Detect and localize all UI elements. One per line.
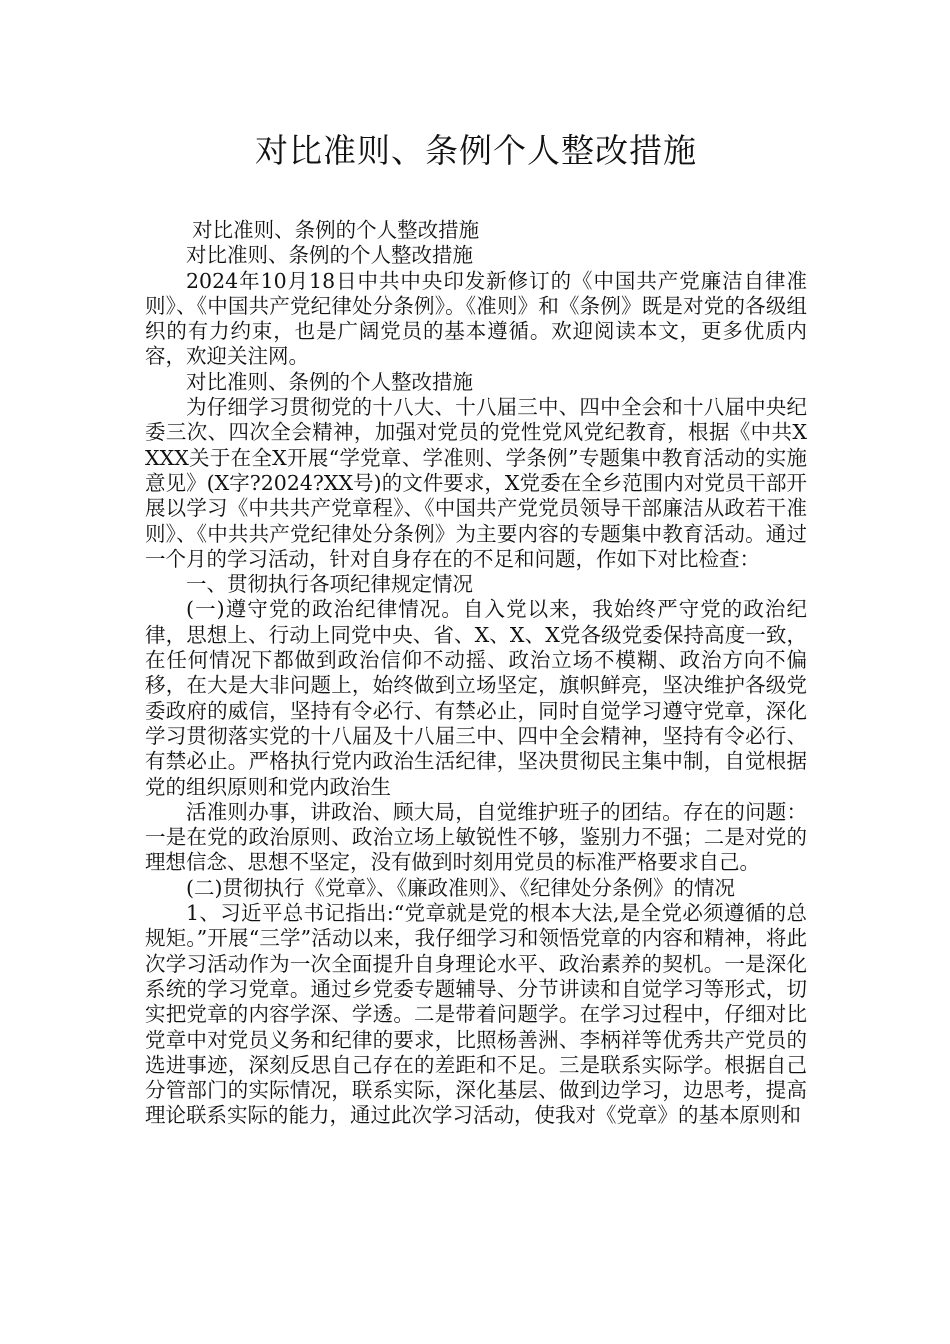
document-title: 对比准则、条例个人整改措施 <box>255 131 697 170</box>
section-heading: 一、贯彻执行各项纪律规定情况 <box>186 572 473 597</box>
document-page <box>145 0 807 1129</box>
paragraph: (一)遵守党的政治纪律情况。自入党以来，我始终严守党的政治纪律，思想上、行动上同党中央、省、X、X、X党各级党委保持高度一致，在任何情况下都做到政治信仰不动摇、政治立场不模糊、政治方向不偏移，在大是大非问题上，始终做到立场坚定，旗帜鲜亮，坚决维护各级党委政府的威信，坚持有令必行、有禁必止，同时自觉学习遵守党章，深化学习贯彻落实党的十八届及十八届三中、四中全会精神，坚持有令必行、有禁必止。严格执行党内政治生活纪律，坚决贯彻民主集中制，自觉根据党的组织原则和党内政治生 <box>145 597 807 799</box>
paragraph: 对比准则、条例的个人整改措施 <box>186 243 473 268</box>
paragraph: 活准则办事，讲政治、顾大局，自觉维护班子的团结。存在的问题：一是在党的政治原则、政治立场上敏锐性不够，鉴别力不强；二是对党的理想信念、思想不坚定，没有做到时刻用党员的标准严格要求自己。 <box>145 799 807 875</box>
paragraph: 1、习近平总书记指出:“党章就是党的根本大法,是全党必须遵循的总规矩。”开展“三学”活动以来，我仔细学习和领悟党章的内容和精神，将此次学习活动作为一次全面提升自身理论水平、政治素养的契机。一是深化系统的学习党章。通过乡党委专题辅导、分节讲读和自觉学习等形式，切实把党章的内容学深、学透。二是带着问题学。在学习过程中，仔细对比党章中对党员义务和纪律的要求，比照杨善洲、李柄祥等优秀共产党员的选进事迹，深刻反思自己存在的差距和不足。三是联系实际学。根据自己分管部门的实际情况，联系实际，深化基层、做到边学习，边思考，提高理论联系实际的能力，通过此次学习活动，使我对《党章》的基本原则和 <box>145 901 807 1128</box>
paragraph: 对比准则、条例的个人整改措施 <box>192 218 480 242</box>
paragraph: 对比准则、条例的个人整改措施 <box>186 369 473 394</box>
subsection-heading: (二)贯彻执行《党章》、《廉政准则》、《纪律处分条例》的情况 <box>186 875 735 900</box>
paragraph: 为仔细学习贯彻党的十八大、十八届三中、四中全会和十八届中央纪委三次、四次全会精神，加强对党员的党性党风党纪教育，根据《中共XXXX关于在全X开展“学党章、学准则、学条例”专题集中教育活动的实施意见》(X字?2024?XX号)的文件要求，X党委在全乡范围内对党员干部开展以学习《中共共产党章程》、《中国共产党党员领导干部廉洁从政若干准则》、《中共共产党纪律处分条例》为主要内容的专题集中教育活动。通过一个月的学习活动，针对自身存在的不足和问题，作如下对比检查： <box>145 395 807 571</box>
document-body <box>145 218 807 1129</box>
paragraph: 2024年10月18日中共中央印发新修订的《中国共产党廉洁自律准则》、《中国共产党纪律处分条例》。《准则》和《条例》既是对党的各级组织的有力约束，也是广阔党员的基本遵循。欢迎阅读本文，更多优质内容，欢迎关注网。 <box>145 268 807 369</box>
